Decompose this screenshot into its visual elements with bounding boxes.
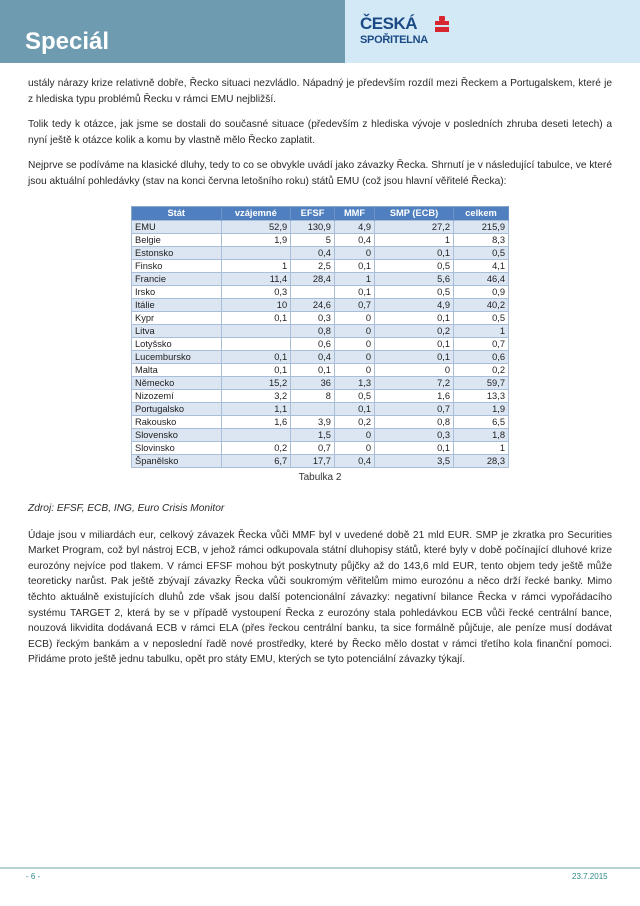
country-cell: Belgie — [132, 234, 222, 247]
table-row — [132, 429, 509, 442]
table-row — [132, 416, 509, 429]
value-cell: 0,2 — [334, 416, 374, 429]
value-cell: 17,7 — [291, 455, 335, 468]
value-cell — [221, 247, 291, 260]
logo-text-line2: SPOŘITELNA — [360, 34, 428, 46]
table-row — [132, 325, 509, 338]
value-cell: 0 — [334, 351, 374, 364]
country-cell: Lucembursko — [132, 351, 222, 364]
value-cell: 59,7 — [454, 377, 509, 390]
value-cell: 0,7 — [291, 442, 335, 455]
value-cell — [221, 429, 291, 442]
value-cell: 0,4 — [291, 247, 335, 260]
country-cell: Finsko — [132, 260, 222, 273]
value-cell: 11,4 — [221, 273, 291, 286]
country-cell: Slovensko — [132, 429, 222, 442]
country-cell: Estonsko — [132, 247, 222, 260]
country-cell: Rakousko — [132, 416, 222, 429]
country-cell: Portugalsko — [132, 403, 222, 416]
table-row — [132, 221, 509, 234]
document-body — [28, 76, 612, 200]
value-cell: 0,1 — [334, 286, 374, 299]
ceska-sporitelna-logo — [360, 15, 460, 55]
value-cell: 5,6 — [375, 273, 454, 286]
creditors-table — [131, 206, 509, 468]
value-cell: 1,9 — [454, 403, 509, 416]
value-cell: 130,9 — [291, 221, 335, 234]
paragraph-4: Údaje jsou v miliardách eur, celkový závazek Řecka vůči MMF byl v uvedené době 21 mld EUR. SMP je zkratka pro Securities Market Program, což byl nástroj ECB, v jehož rámci odkupovala státní dluhopisy států, které byly v době počínající dluhové krize eurozóny nejvíce pod tlakem. V rámci EFSF mohou být poskytnuty půjčky až do 143,6 mld EUR, tento objem tedy ještě může teoreticky narůst. Pak ještě zbývají závazky Řecka vůči soukromým věřitelům mimo eurozónu a něco drží řecké banky. Mimo těchto aktuálně existujících dluhů zde však jsou další potencionální závazky: negativní bilance Řecka v rámci vypořádacího systému TARGET 2, která by se v případě vystoupení Řecka z eurozóny stala pohledávkou ECB vůči řecké centrální bance, nouzová likvidita dodávaná ECB v rámci ELA (přes řeckou centrální banku, ta sice formálně půjčuje, ale peníze musí dodávat ECB) řeckým bankám a v neposlední řadě nové prostředky, které by Řecko mělo dostat v rámci třetího kola finanční pomoci. Přidáme proto ještě jednu tabulku, opět pro státy EMU, kterých se tyto potenciální závazky týkají. — [28, 529, 612, 666]
table-row — [132, 403, 509, 416]
value-cell: 4,9 — [375, 299, 454, 312]
value-cell: 4,1 — [454, 260, 509, 273]
country-cell: Nizozemí — [132, 390, 222, 403]
table-row — [132, 351, 509, 364]
value-cell: 1 — [334, 273, 374, 286]
value-cell: 36 — [291, 377, 335, 390]
table-row — [132, 442, 509, 455]
value-cell: 27,2 — [375, 221, 454, 234]
value-cell: 28,3 — [454, 455, 509, 468]
value-cell: 0,6 — [454, 351, 509, 364]
value-cell: 0,3 — [291, 312, 335, 325]
country-cell: Slovinsko — [132, 442, 222, 455]
value-cell: 0 — [334, 429, 374, 442]
value-cell: 0,6 — [291, 338, 335, 351]
table-caption: Tabulka 2 — [298, 472, 342, 483]
table-row — [132, 260, 509, 273]
value-cell: 0,1 — [221, 364, 291, 377]
value-cell: 0 — [375, 364, 454, 377]
value-cell: 13,3 — [454, 390, 509, 403]
header-title-panel — [0, 0, 345, 63]
value-cell — [221, 325, 291, 338]
logo-text-line1: ČESKÁ — [360, 14, 418, 33]
value-cell — [291, 403, 335, 416]
col-header-vzajemne: vzájemné — [221, 207, 291, 221]
table-row — [132, 338, 509, 351]
country-cell: Litva — [132, 325, 222, 338]
value-cell: 46,4 — [454, 273, 509, 286]
table-row — [132, 286, 509, 299]
header-logo-panel — [345, 0, 640, 63]
value-cell: 1 — [454, 442, 509, 455]
document-body-lower — [28, 501, 612, 678]
value-cell: 10 — [221, 299, 291, 312]
table-row — [132, 247, 509, 260]
value-cell: 8,3 — [454, 234, 509, 247]
value-cell: 3,5 — [375, 455, 454, 468]
value-cell: 3,9 — [291, 416, 335, 429]
country-cell: Německo — [132, 377, 222, 390]
value-cell: 7,2 — [375, 377, 454, 390]
value-cell: 1,3 — [334, 377, 374, 390]
value-cell: 0,4 — [291, 351, 335, 364]
value-cell: 4,9 — [334, 221, 374, 234]
country-cell: Francie — [132, 273, 222, 286]
footer-divider — [0, 867, 640, 869]
value-cell: 0,9 — [454, 286, 509, 299]
value-cell: 215,9 — [454, 221, 509, 234]
section-title: Speciál — [25, 28, 110, 55]
creditors-table-container — [131, 206, 509, 483]
col-header-stat: Stát — [132, 207, 222, 221]
paragraph-2: Tolik tedy k otázce, jak jsme se dostali do současné situace (především z hlediska vývoje v posledních zhruba deseti letech) a nyní ještě k otázce kolik a komu by vlastně mělo Řecko zaplatit. — [28, 119, 612, 146]
value-cell: 0,1 — [291, 364, 335, 377]
value-cell: 0,3 — [375, 429, 454, 442]
col-header-celkem: celkem — [454, 207, 509, 221]
table-row — [132, 312, 509, 325]
country-cell: Kypr — [132, 312, 222, 325]
table-row — [132, 455, 509, 468]
table-source: Zdroj: EFSF, ECB, ING, Euro Crisis Monitor — [28, 503, 225, 514]
value-cell: 24,6 — [291, 299, 335, 312]
value-cell: 0,8 — [291, 325, 335, 338]
value-cell: 1 — [221, 260, 291, 273]
value-cell: 8 — [291, 390, 335, 403]
value-cell: 0,1 — [334, 403, 374, 416]
value-cell: 0,7 — [334, 299, 374, 312]
value-cell: 1 — [454, 325, 509, 338]
value-cell: 0 — [334, 312, 374, 325]
value-cell: 0,1 — [375, 247, 454, 260]
value-cell: 15,2 — [221, 377, 291, 390]
col-header-efsf: EFSF — [291, 207, 335, 221]
value-cell: 1,6 — [221, 416, 291, 429]
table-row — [132, 299, 509, 312]
table-row — [132, 390, 509, 403]
col-header-smp: SMP (ECB) — [375, 207, 454, 221]
value-cell: 0 — [334, 364, 374, 377]
value-cell: 0,5 — [334, 390, 374, 403]
value-cell: 0 — [334, 325, 374, 338]
value-cell: 0 — [334, 442, 374, 455]
value-cell: 52,9 — [221, 221, 291, 234]
value-cell: 0,4 — [334, 234, 374, 247]
value-cell: 0,5 — [454, 312, 509, 325]
value-cell: 2,5 — [291, 260, 335, 273]
page-header — [0, 0, 640, 63]
country-cell: EMU — [132, 221, 222, 234]
value-cell: 0 — [334, 338, 374, 351]
value-cell: 0 — [334, 247, 374, 260]
value-cell: 0,7 — [375, 403, 454, 416]
value-cell: 28,4 — [291, 273, 335, 286]
value-cell: 0,2 — [221, 442, 291, 455]
table-row — [132, 234, 509, 247]
country-cell: Lotyšsko — [132, 338, 222, 351]
value-cell: 0,3 — [221, 286, 291, 299]
value-cell: 0,1 — [221, 312, 291, 325]
country-cell: Itálie — [132, 299, 222, 312]
country-cell: Malta — [132, 364, 222, 377]
page-number: - 6 - — [26, 872, 41, 881]
value-cell: 6,5 — [454, 416, 509, 429]
value-cell: 1 — [375, 234, 454, 247]
value-cell: 40,2 — [454, 299, 509, 312]
value-cell: 0,4 — [334, 455, 374, 468]
value-cell: 3,2 — [221, 390, 291, 403]
value-cell: 1,9 — [221, 234, 291, 247]
col-header-mmf: MMF — [334, 207, 374, 221]
paragraph-1: ustály nárazy krize relativně dobře, Řecko situaci nezvládlo. Nápadný je především rozdíl mezi Řeckem a Portugalskem, které je z hlediska typu problémů Řecku v rámci EMU nejbližší. — [28, 78, 612, 105]
value-cell — [221, 338, 291, 351]
value-cell: 0,8 — [375, 416, 454, 429]
value-cell: 0,1 — [221, 351, 291, 364]
value-cell: 0,1 — [334, 260, 374, 273]
value-cell: 0,1 — [375, 351, 454, 364]
value-cell: 5 — [291, 234, 335, 247]
paragraph-3: Nejprve se podíváme na klasické dluhy, tedy to co se obvykle uvádí jako závazky Řecka. Shrnutí je v následující tabulce, ve které jsou aktuální pohledávky (stav na konci června letošního roku) států EMU (což jsou hlavní věřitelé Řecka): — [28, 160, 612, 187]
country-cell: Irsko — [132, 286, 222, 299]
value-cell — [291, 286, 335, 299]
value-cell: 1,6 — [375, 390, 454, 403]
value-cell: 0,2 — [375, 325, 454, 338]
value-cell: 1,1 — [221, 403, 291, 416]
table-row — [132, 377, 509, 390]
table-row — [132, 364, 509, 377]
value-cell: 0,1 — [375, 442, 454, 455]
value-cell: 0,5 — [454, 247, 509, 260]
value-cell: 1,8 — [454, 429, 509, 442]
value-cell: 0,1 — [375, 338, 454, 351]
bank-s-icon — [435, 16, 449, 32]
value-cell: 0,5 — [375, 260, 454, 273]
footer-date: 23.7.2015 — [572, 872, 608, 881]
value-cell: 0,2 — [454, 364, 509, 377]
value-cell: 6,7 — [221, 455, 291, 468]
table-header-row — [132, 207, 509, 221]
value-cell: 0,7 — [454, 338, 509, 351]
value-cell: 0,1 — [375, 312, 454, 325]
country-cell: Španělsko — [132, 455, 222, 468]
value-cell: 1,5 — [291, 429, 335, 442]
value-cell: 0,5 — [375, 286, 454, 299]
table-row — [132, 273, 509, 286]
